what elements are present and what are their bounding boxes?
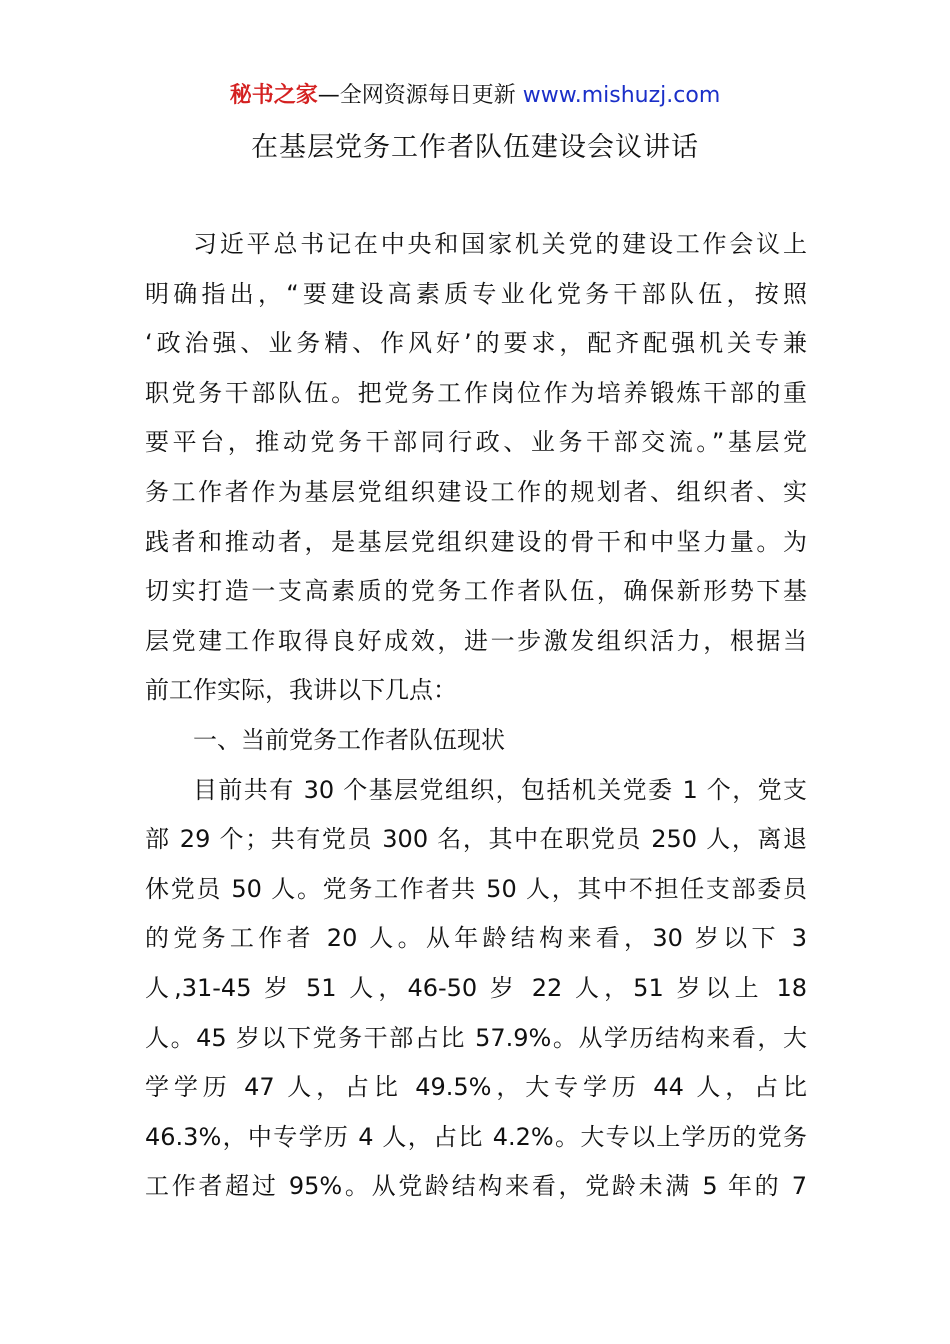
text-line: 人,31-45 岁 51 人，46-50 岁 22 人，51 岁以上 18 bbox=[145, 973, 807, 1002]
text-line: 要平台，推动党务干部同行政、业务干部交流。”基层党 bbox=[145, 428, 807, 457]
text-line: 休党员 50 人。党务工作者共 50 人，其中不担任支部委员 bbox=[145, 874, 807, 903]
document-title: 在基层党务工作者队伍建设会议讲话 bbox=[251, 132, 699, 163]
text-line: 职党务干部队伍。把党务工作岗位作为培养锻炼干部的重 bbox=[145, 378, 807, 407]
text-line: 习近平总书记在中央和国家机关党的建设工作会议上 bbox=[193, 230, 807, 258]
text-line: 切实打造一支高素质的党务工作者队伍，确保新形势下基 bbox=[145, 577, 807, 606]
section-heading: 一、当前党务工作者队伍现状 bbox=[193, 725, 505, 754]
document-body bbox=[145, 220, 807, 1212]
text-line: 的党务工作者 20 人。从年龄结构来看，30 岁以下 3 bbox=[145, 924, 807, 953]
text-line: 人。45 岁以下党务干部占比 57.9%。从学历结构来看，大 bbox=[145, 1023, 807, 1052]
site-header bbox=[0, 80, 950, 112]
text-line: 部 29 个；共有党员 300 名，其中在职党员 250 人，离退 bbox=[145, 825, 807, 854]
text-line: 践者和推动者，是基层党组织建设的骨干和中坚力量。为 bbox=[145, 527, 807, 556]
text-line: ‘政治强、业务精、作风好’的要求，配齐配强机关专兼 bbox=[145, 329, 807, 358]
brand-name: 秘书之家 bbox=[229, 83, 318, 108]
text-line: 务工作者作为基层党组织建设工作的规划者、组织者、实 bbox=[145, 477, 807, 506]
text-line: 目前共有 30 个基层党组织，包括机关党委 1 个，党支 bbox=[193, 775, 807, 804]
text-line: 明确指出，“要建设高素质专业化党务干部队伍，按照 bbox=[145, 279, 807, 308]
text-line: 学学历 47 人，占比 49.5%，大专学历 44 人，占比 bbox=[145, 1073, 807, 1102]
site-url-link[interactable]: www.mishuzj.com bbox=[522, 83, 721, 108]
header-tagline: —全网资源每日更新 bbox=[317, 83, 516, 108]
text-line: 46.3%，中专学历 4 人，占比 4.2%。大专以上学历的党务 bbox=[145, 1122, 807, 1151]
text-line: 工作者超过 95%。从党龄结构来看，党龄未满 5 年的 7 bbox=[145, 1172, 807, 1201]
text-line: 层党建工作取得良好成效，进一步激发组织活力，根据当 bbox=[145, 626, 807, 655]
text-line: 前工作实际，我讲以下几点： bbox=[145, 676, 457, 705]
